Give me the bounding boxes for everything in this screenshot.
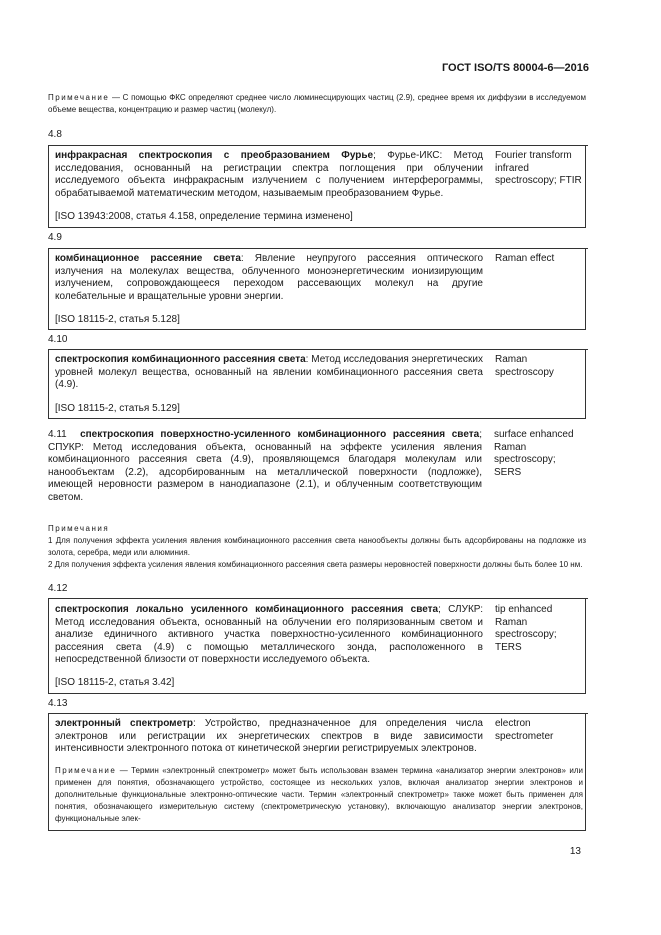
entry-definition-text: : Явление неупругого рассеяния оптического излучения на молекулах вещества, облученного моноэнергетическим ионизирующим излучением, сопровождающееся переходом рассевающих молекул на другие колебательные и вращательные уровни энергии. bbox=[55, 253, 484, 302]
entry-source: [ISO 18115-2, статья 5.129] bbox=[55, 403, 180, 414]
entry-definition bbox=[48, 429, 482, 505]
note-item: 1 Для получения эффекта усиления явления комбинационного рассеяния света нанообъекты должны быть адсорбированы на подложке из золота, серебра, меди или алюминия. bbox=[48, 536, 586, 557]
entry-definition-text: ; СЛУКР: Метод исследования объекта, основанный на облучении его поляризованным светом и анализе единичного активного участка поверхностно-усиленного комбинационного рассеяния света (4.9) с помощью металлического зонда, расположенного в непосредственной близости от поверхности исследуемого объекта. bbox=[55, 604, 483, 666]
note-label: Примечание bbox=[48, 93, 110, 102]
entry-definition bbox=[55, 253, 483, 303]
entry-term: спектроскопия поверхностно-усиленного комбинационного рассеяния света bbox=[80, 429, 480, 440]
entry-term: комбинационное рассеяние света bbox=[55, 253, 241, 264]
entry-definition bbox=[55, 354, 483, 392]
entry-term: электронный спектрометр bbox=[55, 718, 194, 729]
entry-number: 4.13 bbox=[48, 698, 68, 709]
entry-number: 4.11 bbox=[48, 429, 67, 440]
entry-box bbox=[48, 145, 586, 228]
entry-english-term: Fourier transform infrared spectroscopy; FTIR bbox=[495, 150, 582, 187]
entry-box bbox=[48, 349, 586, 419]
note-item: 2 Для получения эффекта усиления явления комбинационного рассеяния света размеры неровностей поверхности должны быть более 10 нм. bbox=[48, 560, 583, 569]
entry-note bbox=[55, 765, 583, 825]
entry-number: 4.8 bbox=[48, 129, 62, 140]
entry-definition bbox=[55, 150, 483, 200]
entry-source: [ISO 18115-2, статья 5.128] bbox=[55, 314, 180, 325]
entry-definition-text: ; Фурье-ИКС: Метод исследования, основанный на регистрации спектра поглощения при облучении исследуемого объекта инфракрасным излучением с получением интерферограммы, обрабатываемой математическим методом, называемым преобразованием Фурье. bbox=[55, 150, 483, 199]
notes-label: Примечания bbox=[48, 524, 110, 533]
entry-number: 4.10 bbox=[48, 334, 68, 345]
entry-definition bbox=[55, 604, 483, 667]
note-text: — С помощью ФКС определяют среднее число люминесцирующих частиц (2.9), среднее время их диффузии в исследуемом объеме вещества, концентрацию и размер частиц (молекул). bbox=[48, 93, 586, 114]
entry-definition bbox=[55, 718, 483, 756]
entry-source: [ISO 18115-2, статья 3.42] bbox=[55, 677, 175, 688]
notes-block bbox=[48, 523, 586, 571]
entry-box bbox=[48, 713, 586, 831]
entry-number: 4.9 bbox=[48, 232, 62, 243]
entry-box bbox=[48, 598, 586, 694]
entry-english-term: Raman spectroscopy bbox=[495, 354, 554, 378]
entry-english-term: tip enhanced Raman spectroscopy; TERS bbox=[495, 604, 557, 653]
entry-english-term: electron spectrometer bbox=[495, 718, 554, 742]
entry-english-term: surface enhanced Raman spectroscopy; SERS bbox=[494, 429, 574, 478]
page-number: 13 bbox=[569, 846, 581, 857]
entry-box bbox=[48, 248, 586, 330]
document-header: ГОСТ ISO/TS 80004-6—2016 bbox=[441, 62, 589, 74]
entry-english-term: Raman effect bbox=[495, 253, 555, 264]
entry-term: спектроскопия локально усиленного комбинационного рассеяния света bbox=[55, 604, 439, 615]
entry-number: 4.12 bbox=[48, 583, 68, 594]
entry-term: инфракрасная спектроскопия с преобразованием Фурье bbox=[55, 150, 374, 161]
note-text: — Термин «электронный спектрометр» может быть использован взамен термина «анализатор энергии электронов» или применен для понятия, обозначающего устройство, состоящее из нескольких узлов, включая анализатор энергии электронов и дополнительные функциональные электронно-оптические части. Термин «электронный спектрометр» также может быть применен для понятия, обозначающего измерительную систему (спектрометрическую установку), включающую анализатор энергии электронов, функциональные элек- bbox=[55, 766, 583, 823]
entry-definition-text: ; СПУКР: Метод исследования объекта, основанный на эффекте усиления явления комбинационного рассеяния света (4.9), проявляющемся благодаря молекулам или нанообъектам (2.2), адсорбированным на металлической поверхности (подложке), имеющей неровности размером в нанодиапазоне (2.1), и облученным соответствующим светом. bbox=[48, 429, 482, 503]
note-label: Примечание bbox=[55, 766, 117, 775]
entry-term: спектроскопия комбинационного рассеяния света bbox=[55, 354, 306, 365]
entry-definition-text: : Метод исследования энергетических уровней молекул вещества, основанный на явлении комбинационного рассеяния света (4.9). bbox=[55, 354, 483, 391]
top-note bbox=[48, 92, 586, 116]
entry-source: [ISO 13943:2008, статья 4.158, определение термина изменено] bbox=[55, 211, 353, 222]
entry-definition-text: : Устройство, предназначенное для определения числа электронов или регистрации их энергетических спектров в виде зависимости интенсивности электронного потока от кинетической энергии регистрируемых электронов. bbox=[55, 718, 483, 755]
